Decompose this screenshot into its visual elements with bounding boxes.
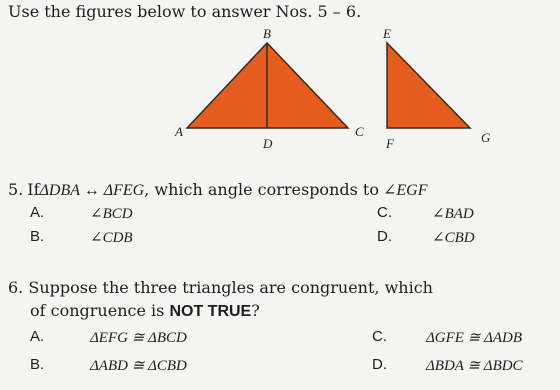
q6-option-d-value: ΔBDA ≅ ΔBDC [426, 358, 523, 374]
question-6-text-line1: Suppose the three triangles are congruent, which [28, 278, 433, 297]
label-c: C [355, 124, 364, 139]
q6-option-c-letter[interactable]: C. [372, 328, 387, 345]
label-b: B [263, 26, 271, 41]
q5-option-d-letter[interactable]: D. [377, 228, 392, 245]
q5-option-c-letter[interactable]: C. [377, 204, 392, 221]
q5-option-d-value: ∠CBD [432, 230, 475, 246]
q6-option-b-value: ΔABD ≅ ΔCBD [90, 358, 187, 374]
question-5-correspondence: ΔDBA ↔ ΔFEG [39, 182, 145, 199]
isosceles-triangle-abc [187, 43, 348, 128]
label-g: G [481, 130, 491, 145]
q5-option-c-value: ∠BAD [432, 206, 474, 222]
question-6-emphasis: NOT TRUE [169, 303, 252, 320]
q6-option-b-letter[interactable]: B. [30, 356, 45, 373]
q6-option-a-letter[interactable]: A. [30, 328, 45, 345]
q6-option-c-value: ΔGFE ≅ ΔADB [426, 330, 522, 346]
question-5-text: , which angle corresponds to [144, 180, 379, 199]
q5-option-a-value: ∠BCD [90, 206, 133, 222]
instructions-text: Use the figures below to answer Nos. 5 – 6. [8, 2, 362, 21]
question-6-number: 6. [8, 278, 24, 297]
triangle-efg-shape [387, 43, 470, 128]
right-triangle-efg [387, 43, 470, 128]
q6-option-a-value: ΔEFG ≅ ΔBCD [90, 330, 187, 346]
q5-option-a-letter[interactable]: A. [30, 204, 45, 221]
question-6-text-line2: of congruence is [30, 301, 165, 320]
question-5-target-angle: ∠EGF [382, 182, 428, 199]
q5-option-b-value: ∠CDB [90, 230, 133, 246]
question-5-number: 5. [8, 180, 24, 199]
label-f: F [386, 136, 394, 151]
question-6-line2 [30, 301, 260, 321]
question-5-stem [8, 180, 427, 200]
question-5-lead: If [27, 180, 40, 199]
question-6-question-mark: ? [251, 301, 260, 320]
label-d: D [263, 136, 273, 151]
label-a: A [175, 124, 183, 139]
triangles-figure [0, 0, 560, 160]
q5-option-b-letter[interactable]: B. [30, 228, 45, 245]
question-6-line1 [8, 278, 433, 297]
q6-option-d-letter[interactable]: D. [372, 356, 387, 373]
label-e: E [383, 26, 391, 41]
